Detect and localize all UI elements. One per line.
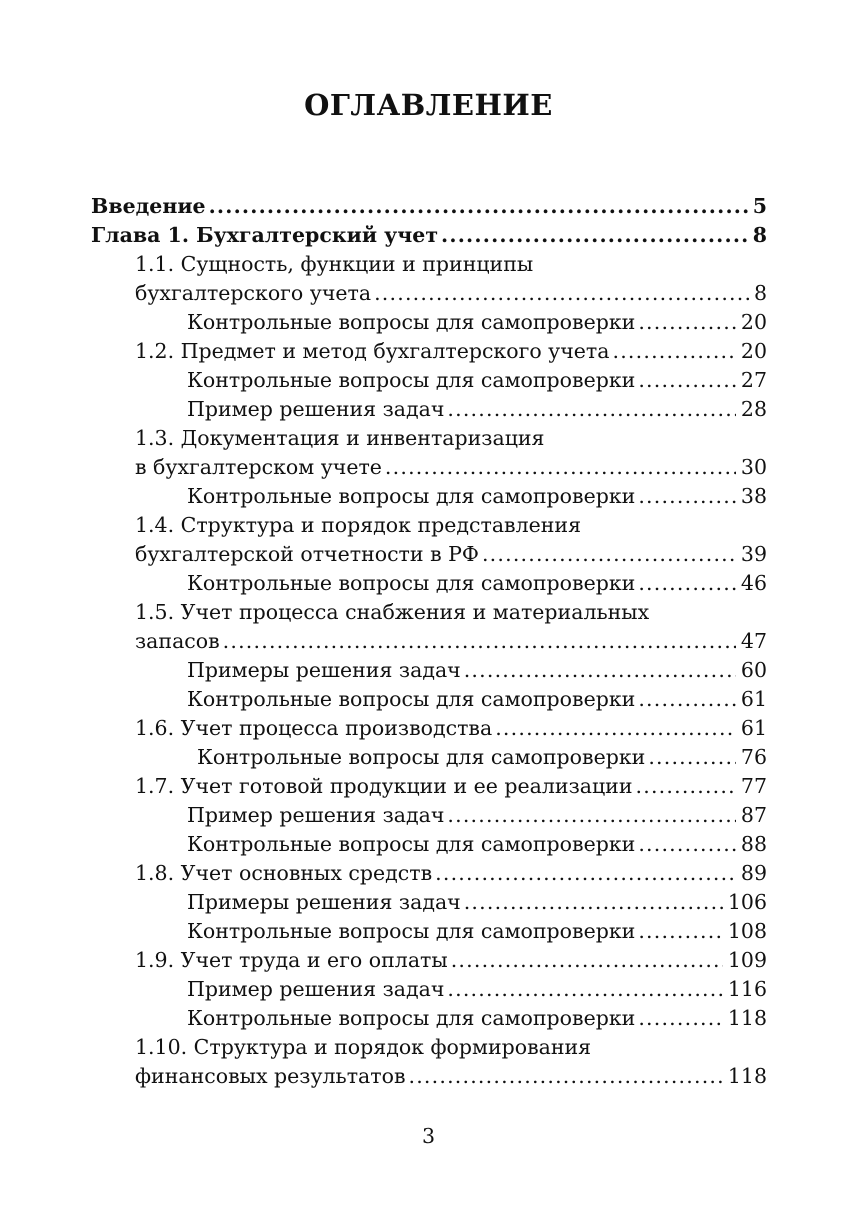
toc-entry-title: Контрольные вопросы для самопроверки xyxy=(197,745,646,769)
toc-entry-line xyxy=(135,1033,767,1062)
toc-entry[interactable] xyxy=(91,337,767,366)
dot-leader xyxy=(613,337,736,366)
toc-entry-line xyxy=(135,511,767,540)
toc-entry-line xyxy=(135,772,767,801)
toc-entry-title: Примеры решения задач xyxy=(187,658,461,682)
toc-page-number: 61 xyxy=(740,716,767,740)
dot-leader xyxy=(447,801,736,830)
toc-entry[interactable] xyxy=(91,511,767,569)
toc-entry-line xyxy=(135,946,767,975)
toc-page-number: 27 xyxy=(740,368,767,392)
toc-entry-line xyxy=(135,1062,767,1091)
toc-entry-line xyxy=(187,685,767,714)
toc-entry-title: 1.10. Структура и порядок формирования xyxy=(135,1035,592,1059)
toc-entry-title: запасов xyxy=(135,629,220,653)
toc-entry-line xyxy=(187,975,767,1004)
toc-entry-line xyxy=(135,714,767,743)
toc-entry-line xyxy=(135,540,767,569)
dot-leader xyxy=(441,221,748,250)
toc-entry[interactable] xyxy=(91,424,767,482)
toc-entry-line xyxy=(187,308,767,337)
dot-leader xyxy=(638,917,723,946)
toc-entry-line xyxy=(91,192,767,221)
dot-leader xyxy=(638,1004,723,1033)
dot-leader xyxy=(648,743,736,772)
toc-entry[interactable] xyxy=(91,366,767,395)
toc-page-number: 60 xyxy=(740,658,767,682)
toc-page-number: 89 xyxy=(740,861,767,885)
toc-page-number: 77 xyxy=(740,774,767,798)
toc-entry-line xyxy=(135,337,767,366)
toc-page-number: 38 xyxy=(740,484,767,508)
dot-leader xyxy=(374,279,749,308)
toc-entry-title: 1.3. Документация и инвентаризация xyxy=(135,426,545,450)
dot-leader xyxy=(408,1062,722,1091)
toc-entry-title: Контрольные вопросы для самопроверки xyxy=(187,1006,636,1030)
toc-entry[interactable] xyxy=(91,1004,767,1033)
dot-leader xyxy=(435,859,736,888)
toc-entry[interactable] xyxy=(91,743,767,772)
dot-leader xyxy=(638,569,736,598)
toc-entry[interactable] xyxy=(91,801,767,830)
toc-entry[interactable] xyxy=(91,714,767,743)
toc-entry-title: Контрольные вопросы для самопроверки xyxy=(187,571,636,595)
toc-page-number: 47 xyxy=(740,629,767,653)
toc-page-number: 118 xyxy=(727,1006,767,1030)
dot-leader xyxy=(638,366,736,395)
toc-page-number: 61 xyxy=(740,687,767,711)
toc-entry[interactable] xyxy=(91,598,767,656)
toc-entry[interactable] xyxy=(91,685,767,714)
toc-entry-title: бухгалтерского учета xyxy=(135,281,372,305)
toc-entry-line xyxy=(135,279,767,308)
dot-leader xyxy=(447,975,722,1004)
toc-page-number: 87 xyxy=(740,803,767,827)
dot-leader xyxy=(638,830,736,859)
toc-entry-title: 1.5. Учет процесса снабжения и материальных xyxy=(135,600,650,624)
toc-entry-line xyxy=(187,830,767,859)
toc-entry-title: 1.1. Сущность, функции и принципы xyxy=(135,252,534,276)
toc-entry-title: 1.7. Учет готовой продукции и ее реализации xyxy=(135,774,633,798)
toc-entry[interactable] xyxy=(91,946,767,975)
toc-page-number: 8 xyxy=(753,281,767,305)
toc-entry-title: Контрольные вопросы для самопроверки xyxy=(187,919,636,943)
toc-entry[interactable] xyxy=(91,221,767,250)
toc-entry-title: Пример решения задач xyxy=(187,397,445,421)
dot-leader xyxy=(464,656,736,685)
toc-page-number: 20 xyxy=(740,339,767,363)
toc-entry-title: 1.9. Учет труда и его оплаты xyxy=(135,948,448,972)
toc-entry-line xyxy=(135,627,767,656)
toc-entry-line xyxy=(135,453,767,482)
toc-page-number: 106 xyxy=(727,890,767,914)
toc-entry[interactable] xyxy=(91,308,767,337)
toc-entry-title: бухгалтерской отчетности в РФ xyxy=(135,542,479,566)
toc-entry[interactable] xyxy=(91,830,767,859)
toc-entry[interactable] xyxy=(91,482,767,511)
toc-entry-title: Контрольные вопросы для самопроверки xyxy=(187,310,636,334)
toc-page-number: 20 xyxy=(740,310,767,334)
toc-entry[interactable] xyxy=(91,888,767,917)
toc-page-number: 116 xyxy=(727,977,767,1001)
toc-entry-line xyxy=(187,801,767,830)
toc-entry-line xyxy=(187,656,767,685)
toc-entry-line xyxy=(187,366,767,395)
toc-page-number: 46 xyxy=(740,571,767,595)
toc-entry[interactable] xyxy=(91,192,767,221)
toc-page-number: 8 xyxy=(752,223,767,247)
toc-entry-title: 1.4. Структура и порядок представления xyxy=(135,513,581,537)
toc-entry-title: 1.2. Предмет и метод бухгалтерского учета xyxy=(135,339,610,363)
toc-page-number: 28 xyxy=(740,397,767,421)
toc-page-number: 76 xyxy=(740,745,767,769)
toc-entry[interactable] xyxy=(91,772,767,801)
dot-leader xyxy=(209,192,748,221)
toc-entry[interactable] xyxy=(91,250,767,308)
toc-entry-line xyxy=(187,482,767,511)
toc-entry-line xyxy=(197,743,767,772)
toc-page-number: 109 xyxy=(727,948,767,972)
dot-leader xyxy=(638,685,736,714)
toc-entry-title: Контрольные вопросы для самопроверки xyxy=(187,687,636,711)
toc-entry-title: Глава 1. Бухгалтерский учет xyxy=(91,223,439,247)
toc-page-number: 118 xyxy=(727,1064,767,1088)
toc-entry-title: Контрольные вопросы для самопроверки xyxy=(187,484,636,508)
toc-entry-line xyxy=(91,221,767,250)
toc-entry-title: финансовых результатов xyxy=(135,1064,406,1088)
toc-page-number: 30 xyxy=(740,455,767,479)
toc-entry-line xyxy=(187,395,767,424)
toc-entry-title: 1.6. Учет процесса производства xyxy=(135,716,493,740)
table-of-contents xyxy=(91,192,767,1091)
toc-entry-line xyxy=(135,250,767,279)
toc-entry-title: Контрольные вопросы для самопроверки xyxy=(187,368,636,392)
toc-entry-line xyxy=(135,424,767,453)
dot-leader xyxy=(223,627,736,656)
toc-entry-line xyxy=(135,598,767,627)
page-title: ОГЛАВЛЕНИЕ xyxy=(304,88,553,122)
toc-entry-title: в бухгалтерском учете xyxy=(135,455,382,479)
toc-entry-line xyxy=(187,888,767,917)
toc-entry-title: Пример решения задач xyxy=(187,977,445,1001)
dot-leader xyxy=(495,714,736,743)
dot-leader xyxy=(636,772,736,801)
toc-entry-title: Примеры решения задач xyxy=(187,890,461,914)
dot-leader xyxy=(464,888,723,917)
toc-entry[interactable] xyxy=(91,656,767,685)
toc-entry-title: Контрольные вопросы для самопроверки xyxy=(187,832,636,856)
toc-entry-line xyxy=(187,569,767,598)
toc-entry[interactable] xyxy=(91,569,767,598)
toc-entry-title: Пример решения задач xyxy=(187,803,445,827)
dot-leader xyxy=(385,453,736,482)
toc-entry[interactable] xyxy=(91,1033,767,1091)
toc-page-number: 108 xyxy=(727,919,767,943)
dot-leader xyxy=(447,395,736,424)
dot-leader xyxy=(638,482,736,511)
dot-leader xyxy=(451,946,723,975)
toc-entry-line xyxy=(187,917,767,946)
dot-leader xyxy=(482,540,736,569)
toc-page-number: 5 xyxy=(752,194,767,218)
toc-entry-title: Введение xyxy=(91,194,206,218)
dot-leader xyxy=(638,308,736,337)
toc-entry[interactable] xyxy=(91,859,767,888)
toc-page-number: 88 xyxy=(740,832,767,856)
toc-entry[interactable] xyxy=(91,917,767,946)
toc-page-number: 39 xyxy=(740,542,767,566)
toc-entry[interactable] xyxy=(91,975,767,1004)
page-number: 3 xyxy=(421,1124,436,1148)
toc-entry-line xyxy=(187,1004,767,1033)
toc-entry-title: 1.8. Учет основных средств xyxy=(135,861,433,885)
toc-entry-line xyxy=(135,859,767,888)
toc-entry[interactable] xyxy=(91,395,767,424)
